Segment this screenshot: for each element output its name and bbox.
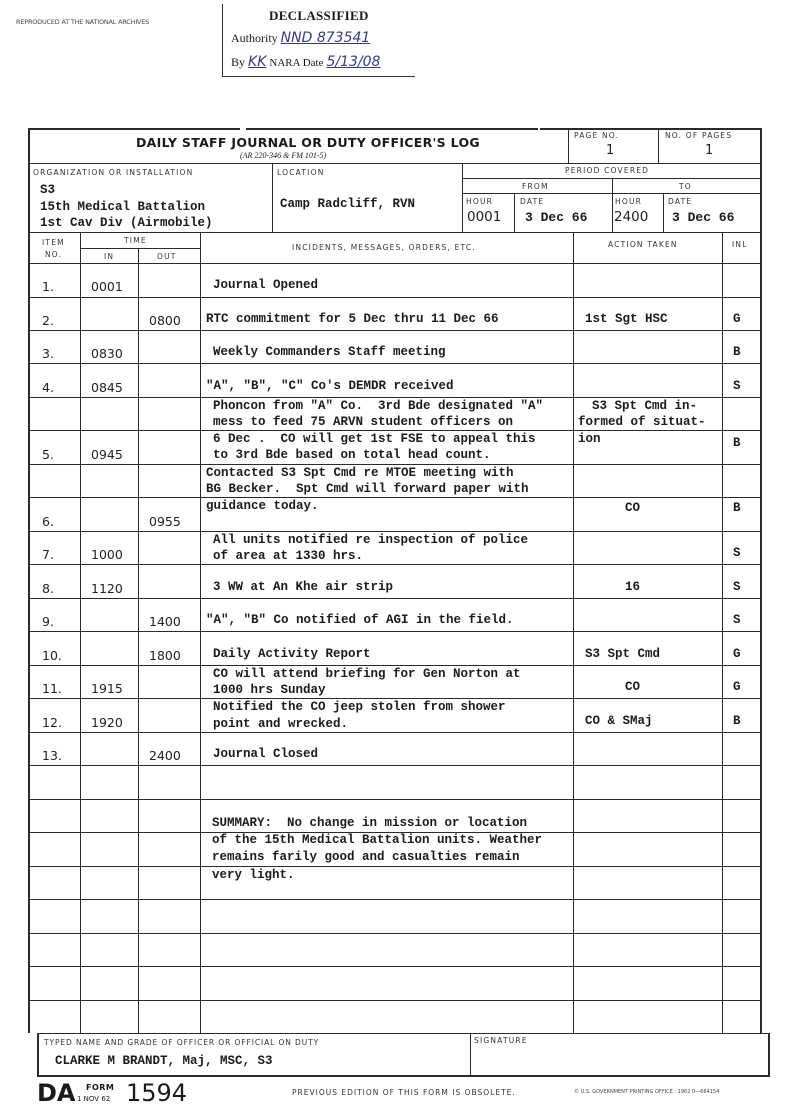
incident-text: Journal Opened (213, 278, 319, 293)
inl-code: S (733, 546, 741, 561)
row-separator (28, 631, 760, 632)
col-time-label: TIME (124, 236, 147, 245)
to-hour-value: 2400 (614, 209, 649, 225)
summary-line-3: remains farily good and casualties remain (212, 850, 520, 864)
item-number: 1. (42, 279, 54, 295)
inl-code: G (733, 311, 741, 326)
stamp-authority (231, 30, 370, 46)
time-out: 1800 (149, 647, 181, 663)
summary-line-2: of the 15th Medical Battalion units. Weather (212, 833, 543, 847)
location-label: LOCATION (277, 168, 325, 177)
summary-line-4: very light. (212, 868, 295, 882)
inl-code: B (733, 435, 741, 450)
incident-text: 3 WW at An Khe air strip (213, 579, 394, 594)
item-number: 6. (42, 513, 54, 529)
no-of-pages-label: NO. OF PAGES (665, 131, 733, 140)
organization-label: ORGANIZATION OR INSTALLATION (33, 168, 194, 177)
row-separator (28, 732, 760, 733)
row-separator (28, 899, 760, 900)
to-date-value: 3 Dec 66 (672, 210, 735, 225)
from-hour-label: HOUR (466, 197, 494, 206)
row-separator (28, 866, 760, 867)
inl-code: B (733, 713, 741, 728)
time-in: 0830 (91, 346, 123, 362)
nara-date-value: 5/13/08 (326, 54, 381, 70)
row-separator (28, 933, 760, 934)
action-taken: 1st Sgt HSC (585, 311, 668, 326)
page-no-label: PAGE NO. (574, 131, 620, 140)
incident-text: Journal Closed (213, 747, 319, 762)
row-separator (28, 330, 760, 331)
stamp-title: DECLASSIFIED (269, 8, 369, 23)
incident-text: Contacted S3 Spt Cmd re MTOE meeting with (206, 465, 514, 480)
incident-text: CO will attend briefing for Gen Norton at (213, 666, 521, 681)
incident-text: point and wrecked. (213, 716, 349, 731)
organization-line-1: S3 (40, 183, 56, 197)
incident-text: "A", "B" Co notified of AGI in the field. (206, 613, 514, 628)
incident-text: of area at 1330 hrs. (213, 549, 364, 564)
row-separator (28, 564, 760, 565)
time-out: 2400 (149, 748, 181, 764)
time-in: 0001 (91, 279, 123, 295)
organization-line-3: 1st Cav Div (Airmobile) (40, 216, 213, 230)
signature-label: SIGNATURE (474, 1036, 528, 1045)
to-label: TO (679, 182, 692, 191)
item-number: 7. (42, 547, 54, 563)
page-no-value: 1 (606, 143, 615, 158)
form-number: 1594 (126, 1079, 188, 1107)
row-separator (28, 765, 760, 766)
from-date-value: 3 Dec 66 (525, 210, 588, 225)
inl-code: G (733, 646, 741, 661)
item-number: 10. (42, 647, 62, 663)
action-taken: ion (578, 431, 601, 446)
to-date-label: DATE (668, 197, 693, 206)
row-separator (28, 297, 760, 298)
action-taken: S3 Spt Cmd (585, 646, 661, 661)
incident-text: All units notified re inspection of police (213, 532, 529, 547)
officer-label: TYPED NAME AND GRADE OF OFFICER OR OFFICIAL ON DUTY (44, 1038, 320, 1047)
col-inl-label: INL (732, 240, 748, 249)
row-separator (28, 598, 760, 599)
officer-name: CLARKE M BRANDT, Maj, MSC, S3 (55, 1054, 273, 1068)
col-item-no-label: NO. (45, 250, 63, 259)
stamp-by (231, 54, 380, 70)
from-hour-value: 0001 (467, 209, 502, 225)
col-out-label: OUT (157, 252, 177, 261)
time-out: 1400 (149, 614, 181, 630)
row-separator (28, 665, 760, 666)
location-value: Camp Radcliff, RVN (280, 197, 416, 211)
incident-text: "A", "B", "C" Co's DEMDR received (206, 378, 454, 393)
row-separator (28, 497, 760, 498)
incident-text: 6 Dec . CO will get 1st FSE to appeal this (213, 431, 536, 446)
incident-text: Daily Activity Report (213, 646, 371, 661)
item-number: 8. (42, 580, 54, 596)
row-separator (28, 799, 760, 800)
nara-date-label: NARA Date (269, 57, 324, 69)
row-separator (28, 1000, 760, 1001)
inl-code: S (733, 378, 741, 393)
item-number: 9. (42, 614, 54, 630)
archive-note: REPRODUCED AT THE NATIONAL ARCHIVES (16, 18, 150, 26)
inl-code: S (733, 579, 741, 594)
to-hour-label: HOUR (615, 197, 643, 206)
incident-text: Weekly Commanders Staff meeting (213, 345, 446, 360)
incident-text: Phoncon from "A" Co. 3rd Bde designated "A" (213, 398, 544, 413)
time-out: 0800 (149, 312, 181, 328)
col-action-label: ACTION TAKEN (608, 240, 678, 249)
col-in-label: IN (104, 252, 115, 261)
no-of-pages-value: 1 (705, 143, 714, 158)
time-in: 1915 (91, 681, 123, 697)
incident-text: 1000 hrs Sunday (213, 683, 326, 698)
by-label: By (231, 55, 246, 69)
incident-text: BG Becker. Spt Cmd will forward paper with (206, 482, 529, 497)
item-number: 3. (42, 346, 54, 362)
col-incidents-label: INCIDENTS, MESSAGES, ORDERS, ETC. (292, 243, 476, 252)
incident-text: to 3rd Bde based on total head count. (213, 448, 491, 463)
item-number: 4. (42, 379, 54, 395)
row-separator (28, 531, 760, 532)
item-number: 13. (42, 748, 62, 764)
col-item-label: ITEM (42, 238, 65, 247)
signature-field[interactable] (476, 1048, 764, 1074)
row-separator (28, 397, 760, 398)
by-value: KK (248, 54, 267, 70)
form-prefix: DA (37, 1079, 76, 1107)
action-taken: CO (625, 500, 641, 515)
form-date: 1 NOV 62 (77, 1095, 111, 1103)
inl-code: B (733, 345, 741, 360)
from-date-label: DATE (520, 197, 545, 206)
action-taken: 16 (625, 579, 641, 594)
incident-text: Notified the CO jeep stolen from shower (213, 700, 506, 715)
item-number: 2. (42, 312, 54, 328)
printing-office: © U.S. GOVERNMENT PRINTING OFFICE : 1962 0—664154 (574, 1089, 720, 1095)
row-separator (28, 698, 760, 699)
obsolete-note: PREVIOUS EDITION OF THIS FORM IS OBSOLETE. (292, 1088, 516, 1097)
item-number: 5. (42, 446, 54, 462)
time-out: 0955 (149, 513, 181, 529)
declassified-stamp (222, 4, 415, 77)
form-subtitle: (AR 220-346 & FM 101-5) (240, 151, 327, 160)
action-taken: S3 Spt Cmd in- (592, 398, 698, 413)
time-in: 1120 (91, 580, 123, 596)
incident-text: RTC commitment for 5 Dec thru 11 Dec 66 (206, 311, 499, 326)
inl-code: B (733, 500, 741, 515)
row-separator (28, 966, 760, 967)
row-separator (28, 363, 760, 364)
time-in: 0945 (91, 446, 123, 462)
form-title: DAILY STAFF JOURNAL OR DUTY OFFICER'S LOG (136, 135, 480, 150)
action-taken: CO & SMaj (585, 713, 653, 728)
item-number: 11. (42, 681, 62, 697)
form-word: FORM (86, 1083, 115, 1092)
incident-text: guidance today. (206, 498, 319, 513)
action-taken: formed of situat- (578, 415, 706, 430)
organization-line-2: 15th Medical Battalion (40, 200, 206, 214)
from-label: FROM (522, 182, 549, 191)
summary-line-1: SUMMARY: No change in mission or location (212, 816, 528, 830)
period-label: PERIOD COVERED (565, 166, 650, 175)
inl-code: S (733, 613, 741, 628)
incident-text: mess to feed 75 ARVN student officers on (213, 415, 514, 430)
time-in: 1000 (91, 547, 123, 563)
time-in: 1920 (91, 714, 123, 730)
inl-code: G (733, 680, 741, 695)
item-number: 12. (42, 714, 62, 730)
action-taken: CO (625, 680, 641, 695)
authority-value: NND 873541 (280, 30, 371, 46)
authority-label: Authority (231, 31, 278, 45)
time-in: 0845 (91, 379, 123, 395)
row-separator (28, 464, 760, 465)
